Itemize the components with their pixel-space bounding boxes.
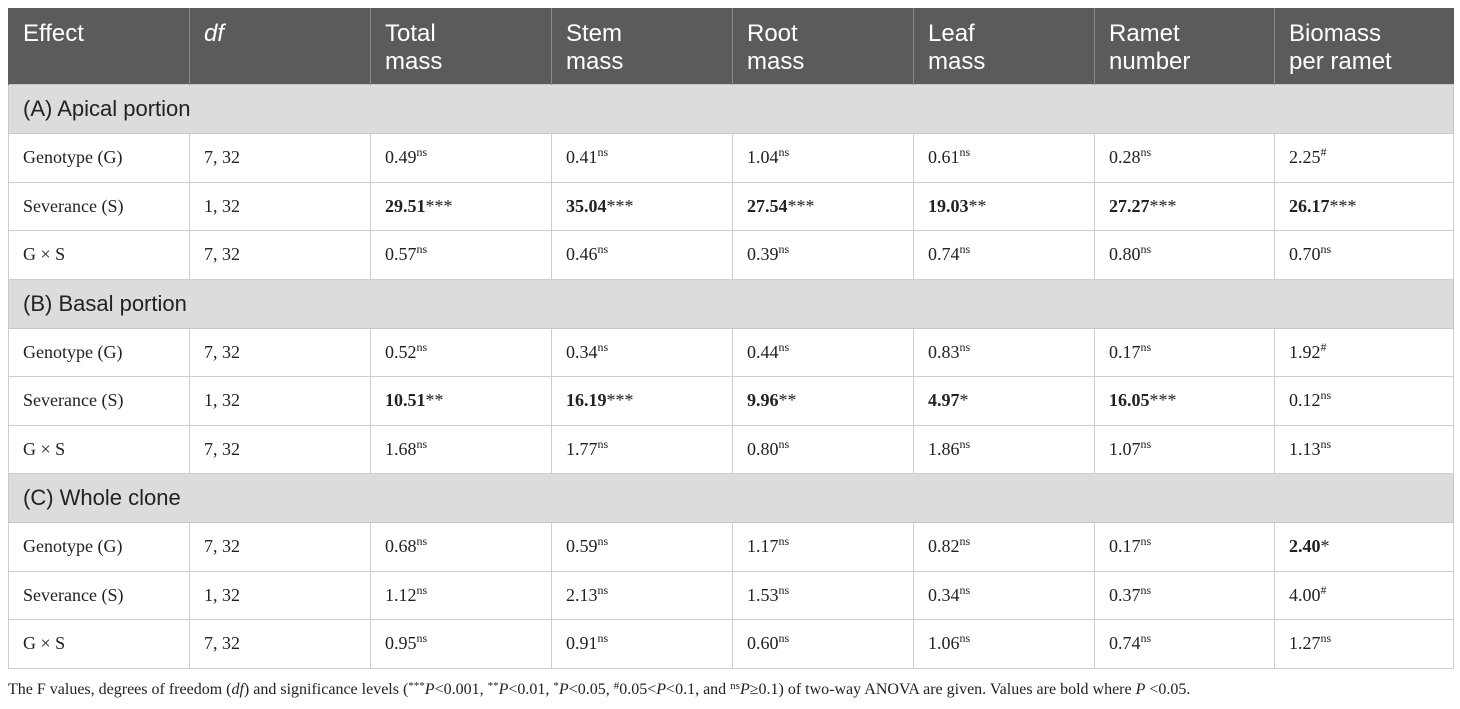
value-cell <box>1275 620 1454 669</box>
value-cell <box>1095 377 1275 426</box>
f-value: 0.17 <box>1109 341 1141 362</box>
section-row <box>9 474 1454 523</box>
f-value: 16.05 <box>1109 390 1150 411</box>
value-cell <box>733 134 914 183</box>
significance-marker: ns <box>778 582 790 597</box>
f-value: 2.13 <box>566 584 598 605</box>
significance-marker: ns <box>1140 242 1152 257</box>
significance-marker: ** <box>778 390 797 411</box>
value-cell <box>552 523 733 572</box>
value-cell <box>1095 523 1275 572</box>
f-value: 1.92 <box>1289 341 1321 362</box>
significance-marker: # <box>1320 339 1327 354</box>
significance-marker: ** <box>425 390 444 411</box>
significance-marker: *** <box>1149 390 1177 411</box>
header-root-mass: Root mass <box>733 8 914 85</box>
f-value: 0.68 <box>385 536 417 557</box>
f-value: 0.41 <box>566 147 598 168</box>
significance-marker: ns <box>1320 242 1332 257</box>
significance-marker: ns <box>1140 145 1152 160</box>
f-value: 1.13 <box>1289 438 1321 459</box>
anova-table <box>8 8 1454 669</box>
f-value: 0.34 <box>566 341 598 362</box>
header-stem-mass: Stem mass <box>552 8 733 85</box>
df-cell: 1, 32 <box>190 377 371 426</box>
df-cell: 1, 32 <box>190 182 371 231</box>
f-value: 1.53 <box>747 584 779 605</box>
f-value: 0.17 <box>1109 536 1141 557</box>
significance-marker: ns <box>959 582 971 597</box>
significance-marker: ns <box>597 339 609 354</box>
f-value: 0.28 <box>1109 147 1141 168</box>
f-value: 4.97 <box>928 390 960 411</box>
value-cell <box>1095 620 1275 669</box>
f-value: 0.59 <box>566 536 598 557</box>
significance-marker: ns <box>597 582 609 597</box>
f-value: 0.44 <box>747 341 779 362</box>
significance-marker: ns <box>1140 582 1152 597</box>
f-value: 0.74 <box>928 244 960 265</box>
f-value: 2.40 <box>1289 536 1321 557</box>
f-value: 0.46 <box>566 244 598 265</box>
f-value: 0.39 <box>747 244 779 265</box>
f-value: 1.86 <box>928 438 960 459</box>
value-cell <box>1095 425 1275 474</box>
value-cell <box>914 328 1095 377</box>
significance-marker: ns <box>1140 436 1152 451</box>
significance-marker: ns <box>778 242 790 257</box>
f-value: 1.77 <box>566 438 598 459</box>
f-value: 1.12 <box>385 584 417 605</box>
table-footnote: The F values, degrees of freedom (df) and significance levels (***P<0.001, **P<0.01, *P<0.05, #0.05<P<0.1, and $^{ns}$P≥0.1) of two-way ANOVA are given. Values are bold where P <0.05. <box>8 680 1191 698</box>
significance-marker: ns <box>416 534 428 549</box>
significance-marker: ns <box>597 145 609 160</box>
significance-marker: ns <box>416 339 428 354</box>
value-cell <box>914 182 1095 231</box>
f-value: 19.03 <box>928 195 969 216</box>
table-row <box>9 328 1454 377</box>
f-value: 29.51 <box>385 195 426 216</box>
significance-marker: ns <box>1140 631 1152 646</box>
significance-marker: * <box>1320 536 1330 557</box>
significance-marker: *** <box>1329 195 1357 216</box>
effect-cell: Genotype (G) <box>9 523 190 572</box>
value-cell <box>914 425 1095 474</box>
header-ramet-number: Ramet number <box>1095 8 1275 85</box>
value-cell <box>371 425 552 474</box>
significance-marker: ns <box>1320 631 1332 646</box>
significance-marker: *** <box>1149 195 1177 216</box>
significance-marker: ns <box>959 339 971 354</box>
value-cell <box>914 377 1095 426</box>
significance-marker: ns <box>1140 339 1152 354</box>
f-value: 35.04 <box>566 195 607 216</box>
value-cell <box>914 523 1095 572</box>
significance-marker: ns <box>416 242 428 257</box>
value-cell <box>371 571 552 620</box>
significance-marker: ns <box>959 145 971 160</box>
value-cell <box>552 328 733 377</box>
significance-marker: ns <box>778 145 790 160</box>
value-cell <box>371 620 552 669</box>
value-cell <box>371 231 552 280</box>
significance-marker: ns <box>959 436 971 451</box>
effect-cell: G × S <box>9 620 190 669</box>
effect-cell: Severance (S) <box>9 377 190 426</box>
significance-marker: ns <box>1320 436 1332 451</box>
f-value: 0.61 <box>928 147 960 168</box>
f-value: 1.27 <box>1289 633 1321 654</box>
significance-marker: ns <box>597 534 609 549</box>
table-row <box>9 134 1454 183</box>
value-cell <box>733 182 914 231</box>
value-cell <box>733 425 914 474</box>
table-body <box>9 85 1454 669</box>
section-title: (C) Whole clone <box>9 474 1454 523</box>
f-value: 0.70 <box>1289 244 1321 265</box>
effect-cell: Genotype (G) <box>9 328 190 377</box>
header-total-mass: Total mass <box>371 8 552 85</box>
table-row <box>9 377 1454 426</box>
f-value: 0.80 <box>747 438 779 459</box>
table-row <box>9 620 1454 669</box>
value-cell <box>1275 425 1454 474</box>
section-row <box>9 85 1454 134</box>
significance-marker: *** <box>606 390 634 411</box>
f-value: 27.27 <box>1109 195 1150 216</box>
table-header-row <box>9 8 1454 85</box>
value-cell <box>552 182 733 231</box>
f-value: 9.96 <box>747 390 779 411</box>
value-cell <box>552 377 733 426</box>
value-cell <box>1275 571 1454 620</box>
f-value: 0.91 <box>566 633 598 654</box>
value-cell <box>371 182 552 231</box>
significance-marker: ns <box>416 145 428 160</box>
table-row <box>9 571 1454 620</box>
f-value: 0.37 <box>1109 584 1141 605</box>
f-value: 1.04 <box>747 147 779 168</box>
f-value: 1.06 <box>928 633 960 654</box>
f-value: 0.34 <box>928 584 960 605</box>
table-row <box>9 425 1454 474</box>
value-cell <box>914 620 1095 669</box>
value-cell <box>733 523 914 572</box>
f-value: 0.80 <box>1109 244 1141 265</box>
value-cell <box>914 571 1095 620</box>
significance-marker: ns <box>1320 388 1332 403</box>
section-title: (B) Basal portion <box>9 279 1454 328</box>
value-cell <box>371 134 552 183</box>
value-cell <box>371 377 552 426</box>
significance-marker: ns <box>597 631 609 646</box>
f-value: 1.68 <box>385 438 417 459</box>
effect-cell: Severance (S) <box>9 182 190 231</box>
f-value: 27.54 <box>747 195 788 216</box>
value-cell <box>552 425 733 474</box>
f-value: 0.83 <box>928 341 960 362</box>
effect-cell: G × S <box>9 425 190 474</box>
f-value: 0.60 <box>747 633 779 654</box>
f-value: 0.57 <box>385 244 417 265</box>
significance-marker: ns <box>959 534 971 549</box>
df-cell: 1, 32 <box>190 571 371 620</box>
df-cell: 7, 32 <box>190 328 371 377</box>
table-row <box>9 523 1454 572</box>
significance-marker: ns <box>778 534 790 549</box>
effect-cell: Genotype (G) <box>9 134 190 183</box>
df-cell: 7, 32 <box>190 134 371 183</box>
f-value: 2.25 <box>1289 147 1321 168</box>
section-row <box>9 279 1454 328</box>
value-cell <box>552 620 733 669</box>
value-cell <box>552 571 733 620</box>
df-cell: 7, 32 <box>190 523 371 572</box>
significance-marker: *** <box>606 195 634 216</box>
significance-marker: ns <box>959 631 971 646</box>
f-value: 1.07 <box>1109 438 1141 459</box>
value-cell <box>1275 328 1454 377</box>
significance-marker: # <box>1320 145 1327 160</box>
header-effect: Effect <box>9 8 190 85</box>
df-cell: 7, 32 <box>190 425 371 474</box>
value-cell <box>1095 571 1275 620</box>
significance-marker: *** <box>425 195 453 216</box>
f-value: 0.74 <box>1109 633 1141 654</box>
value-cell <box>1275 134 1454 183</box>
value-cell <box>1095 231 1275 280</box>
header-biomass-per-ramet: Biomass per ramet <box>1275 8 1454 85</box>
f-value: 16.19 <box>566 390 607 411</box>
table-row <box>9 231 1454 280</box>
effect-cell: G × S <box>9 231 190 280</box>
value-cell <box>1095 182 1275 231</box>
value-cell <box>914 134 1095 183</box>
significance-marker: ns <box>416 436 428 451</box>
value-cell <box>733 620 914 669</box>
table-row <box>9 182 1454 231</box>
value-cell <box>371 328 552 377</box>
value-cell <box>552 134 733 183</box>
f-value: 26.17 <box>1289 195 1330 216</box>
f-value: 4.00 <box>1289 584 1321 605</box>
f-value: 0.49 <box>385 147 417 168</box>
f-value: 1.17 <box>747 536 779 557</box>
header-leaf-mass: Leaf mass <box>914 8 1095 85</box>
value-cell <box>1275 231 1454 280</box>
significance-marker: ns <box>778 436 790 451</box>
value-cell <box>733 231 914 280</box>
section-title: (A) Apical portion <box>9 85 1454 134</box>
significance-marker: ns <box>597 436 609 451</box>
significance-marker: ns <box>597 242 609 257</box>
significance-marker: ns <box>778 631 790 646</box>
value-cell <box>552 231 733 280</box>
f-value: 10.51 <box>385 390 426 411</box>
value-cell <box>733 571 914 620</box>
value-cell <box>1275 182 1454 231</box>
value-cell <box>371 523 552 572</box>
significance-marker: * <box>959 390 969 411</box>
value-cell <box>1275 523 1454 572</box>
df-cell: 7, 32 <box>190 231 371 280</box>
significance-marker: ns <box>778 339 790 354</box>
significance-marker: ns <box>416 582 428 597</box>
f-value: 0.95 <box>385 633 417 654</box>
significance-marker: ns <box>416 631 428 646</box>
header-df: df <box>190 8 371 85</box>
value-cell <box>1095 134 1275 183</box>
value-cell <box>1275 377 1454 426</box>
significance-marker: # <box>1320 582 1327 597</box>
value-cell <box>914 231 1095 280</box>
significance-marker: *** <box>787 195 815 216</box>
f-value: 0.12 <box>1289 390 1321 411</box>
significance-marker: ns <box>959 242 971 257</box>
value-cell <box>733 377 914 426</box>
significance-marker: ** <box>968 195 987 216</box>
value-cell <box>1095 328 1275 377</box>
f-value: 0.82 <box>928 536 960 557</box>
effect-cell: Severance (S) <box>9 571 190 620</box>
significance-marker: ns <box>1140 534 1152 549</box>
value-cell <box>733 328 914 377</box>
f-value: 0.52 <box>385 341 417 362</box>
df-cell: 7, 32 <box>190 620 371 669</box>
